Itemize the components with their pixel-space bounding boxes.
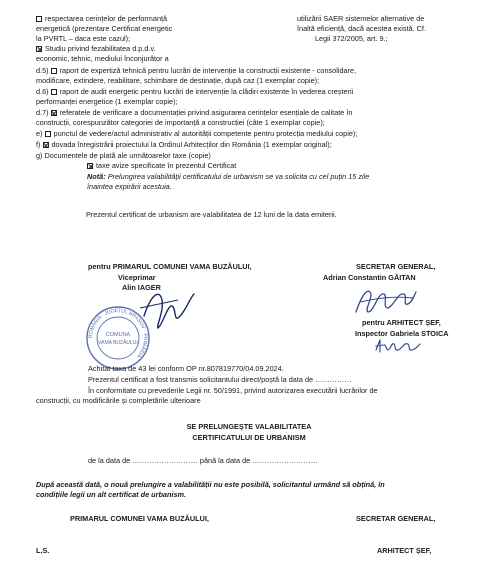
after-text-1: După această dată, o nouă prelungire a valabilității nu este posibilă, solicitantul urmând să obțină, în	[36, 480, 385, 489]
primar-title: pentru PRIMARUL COMUNEI VAMA BUZĂULUI,	[88, 262, 252, 271]
arhitect-title: pentru ARHITECT ȘEF,	[362, 318, 441, 327]
viceprimar-name: Alin IAGER	[122, 283, 161, 292]
footer-arhitect: ARHITECT ȘEF,	[377, 546, 432, 555]
item-d5: d.5) raport de expertiză tehnică pentru lucrări de intervenție la construcții existente - consolidare,	[36, 66, 357, 75]
sent-line: Prezentul certificat a fost transmis solicitantului direct/poștă la data de ……………	[88, 375, 352, 384]
stamp-ring-text: ROMÂNIA · JUDEȚUL BRAȘOV · PRIMĂRIA	[87, 307, 149, 359]
viceprimar-role: Viceprimar	[118, 273, 156, 282]
checked-box-icon	[36, 46, 42, 52]
arhitect-signature-icon	[372, 336, 422, 356]
secretar-signature-icon	[350, 282, 420, 318]
stamp-center-2: VAMA BUZĂULUI	[98, 340, 138, 346]
conform-line-2: construcții, cu modificările și completările ulterioare	[36, 396, 201, 405]
top-left-line-5: economic, tehnic, mediului înconjurător a	[36, 54, 169, 63]
extension-title-1: SE PRELUNGEȘTE VALABILITATEA	[186, 422, 312, 431]
secretar-title: SECRETAR GENERAL,	[356, 262, 436, 271]
checkbox-icon	[51, 89, 57, 95]
nota-line-2: înaintea expirării acestuia.	[87, 182, 172, 191]
validity-text: Prezentul certificat de urbanism are valabilitatea de 12 luni de la data emiterii.	[86, 210, 337, 219]
conform-line-1: În conformitate cu prevederile Legii nr. 50/1991, privind autorizarea executării lucrărilor de	[88, 386, 378, 395]
footer-primar: PRIMARUL COMUNEI VAMA BUZĂULUI,	[70, 514, 209, 523]
checkbox-icon	[36, 16, 42, 22]
viceprimar-signature-icon	[138, 286, 198, 334]
secretar-name: Adrian Constantin GĂITAN	[323, 273, 416, 282]
checked-box-icon	[87, 163, 93, 169]
top-left-line-4: Studiu privind fezabilitatea d.p.d.v.	[36, 44, 156, 54]
arhitect-name: Inspector Gabriela STOICA	[355, 329, 449, 338]
tax-line: Achitat taxa de 43 lei conform OP nr.807819770/04.09.2024.	[88, 364, 284, 373]
nota-line-1: Notă: Prelungirea valabilității certificatului de urbanism se va solicita cu cel puțin 15 zile	[87, 172, 370, 181]
item-g-tax: taxe avize specificate în prezentul Certificat	[87, 161, 236, 171]
item-d7: d.7) referatele de verificare a documentației privind asigurarea cerințelor esențiale de calitate în	[36, 108, 353, 117]
top-left-line-1: respectarea cerințelor de performanță	[36, 14, 167, 24]
footer-secretar: SECRETAR GENERAL,	[356, 514, 436, 523]
after-text-2: condițiile legii un alt certificat de urbanism.	[36, 490, 187, 499]
stamp-center-1: COMUNA	[105, 332, 131, 338]
item-d6: d.6) raport de audit energetic pentru lucrări de intervenție la clădiri existente în vederea creșterii	[36, 87, 354, 96]
item-e: e) punctul de vedere/actul administrativ al autorității competente pentru protecția mediului copie);	[36, 129, 358, 138]
top-left-line-2: energetică (prezentare Certificat energetic	[36, 24, 173, 33]
item-d6-cont: performanței energetice (1 exemplar copie);	[36, 97, 178, 106]
extension-title-2: CERTIFICATULUI DE URBANISM	[192, 433, 306, 442]
checked-box-icon	[51, 110, 57, 116]
item-f: f) dovada înregistrării proiectului la Ordinul Arhitecților din România (1 exemplar original);	[36, 140, 332, 149]
top-left-line-3: la PVRTL – daca este cazul);	[36, 34, 131, 43]
item-g: g) Documentele de plată ale următoarelor taxe (copie)	[36, 151, 211, 160]
top-right-line-2: înaltă eficiență, dacă acestea există. Cf.	[297, 24, 426, 33]
item-d5-cont: modificare, extindere, reabilitare, schimbare de destinație, după caz (1 exemplar copie);	[36, 76, 320, 85]
footer-ls: L.S.	[36, 546, 50, 555]
extension-dates: de la data de ……………………… până la data de ………………………	[88, 456, 318, 465]
top-right-line-3: Legii 372/2005, art. 9.;	[315, 34, 388, 43]
checked-box-icon	[43, 142, 49, 148]
checkbox-icon	[45, 131, 51, 137]
item-d7-cont: construcții, corespunzător categoriei de importanță a construcției (câte 1 exemplar copie);	[36, 118, 325, 127]
top-right-line-1: utilizării SAER sistemelor alternative de	[297, 14, 425, 23]
checkbox-icon	[51, 68, 57, 74]
